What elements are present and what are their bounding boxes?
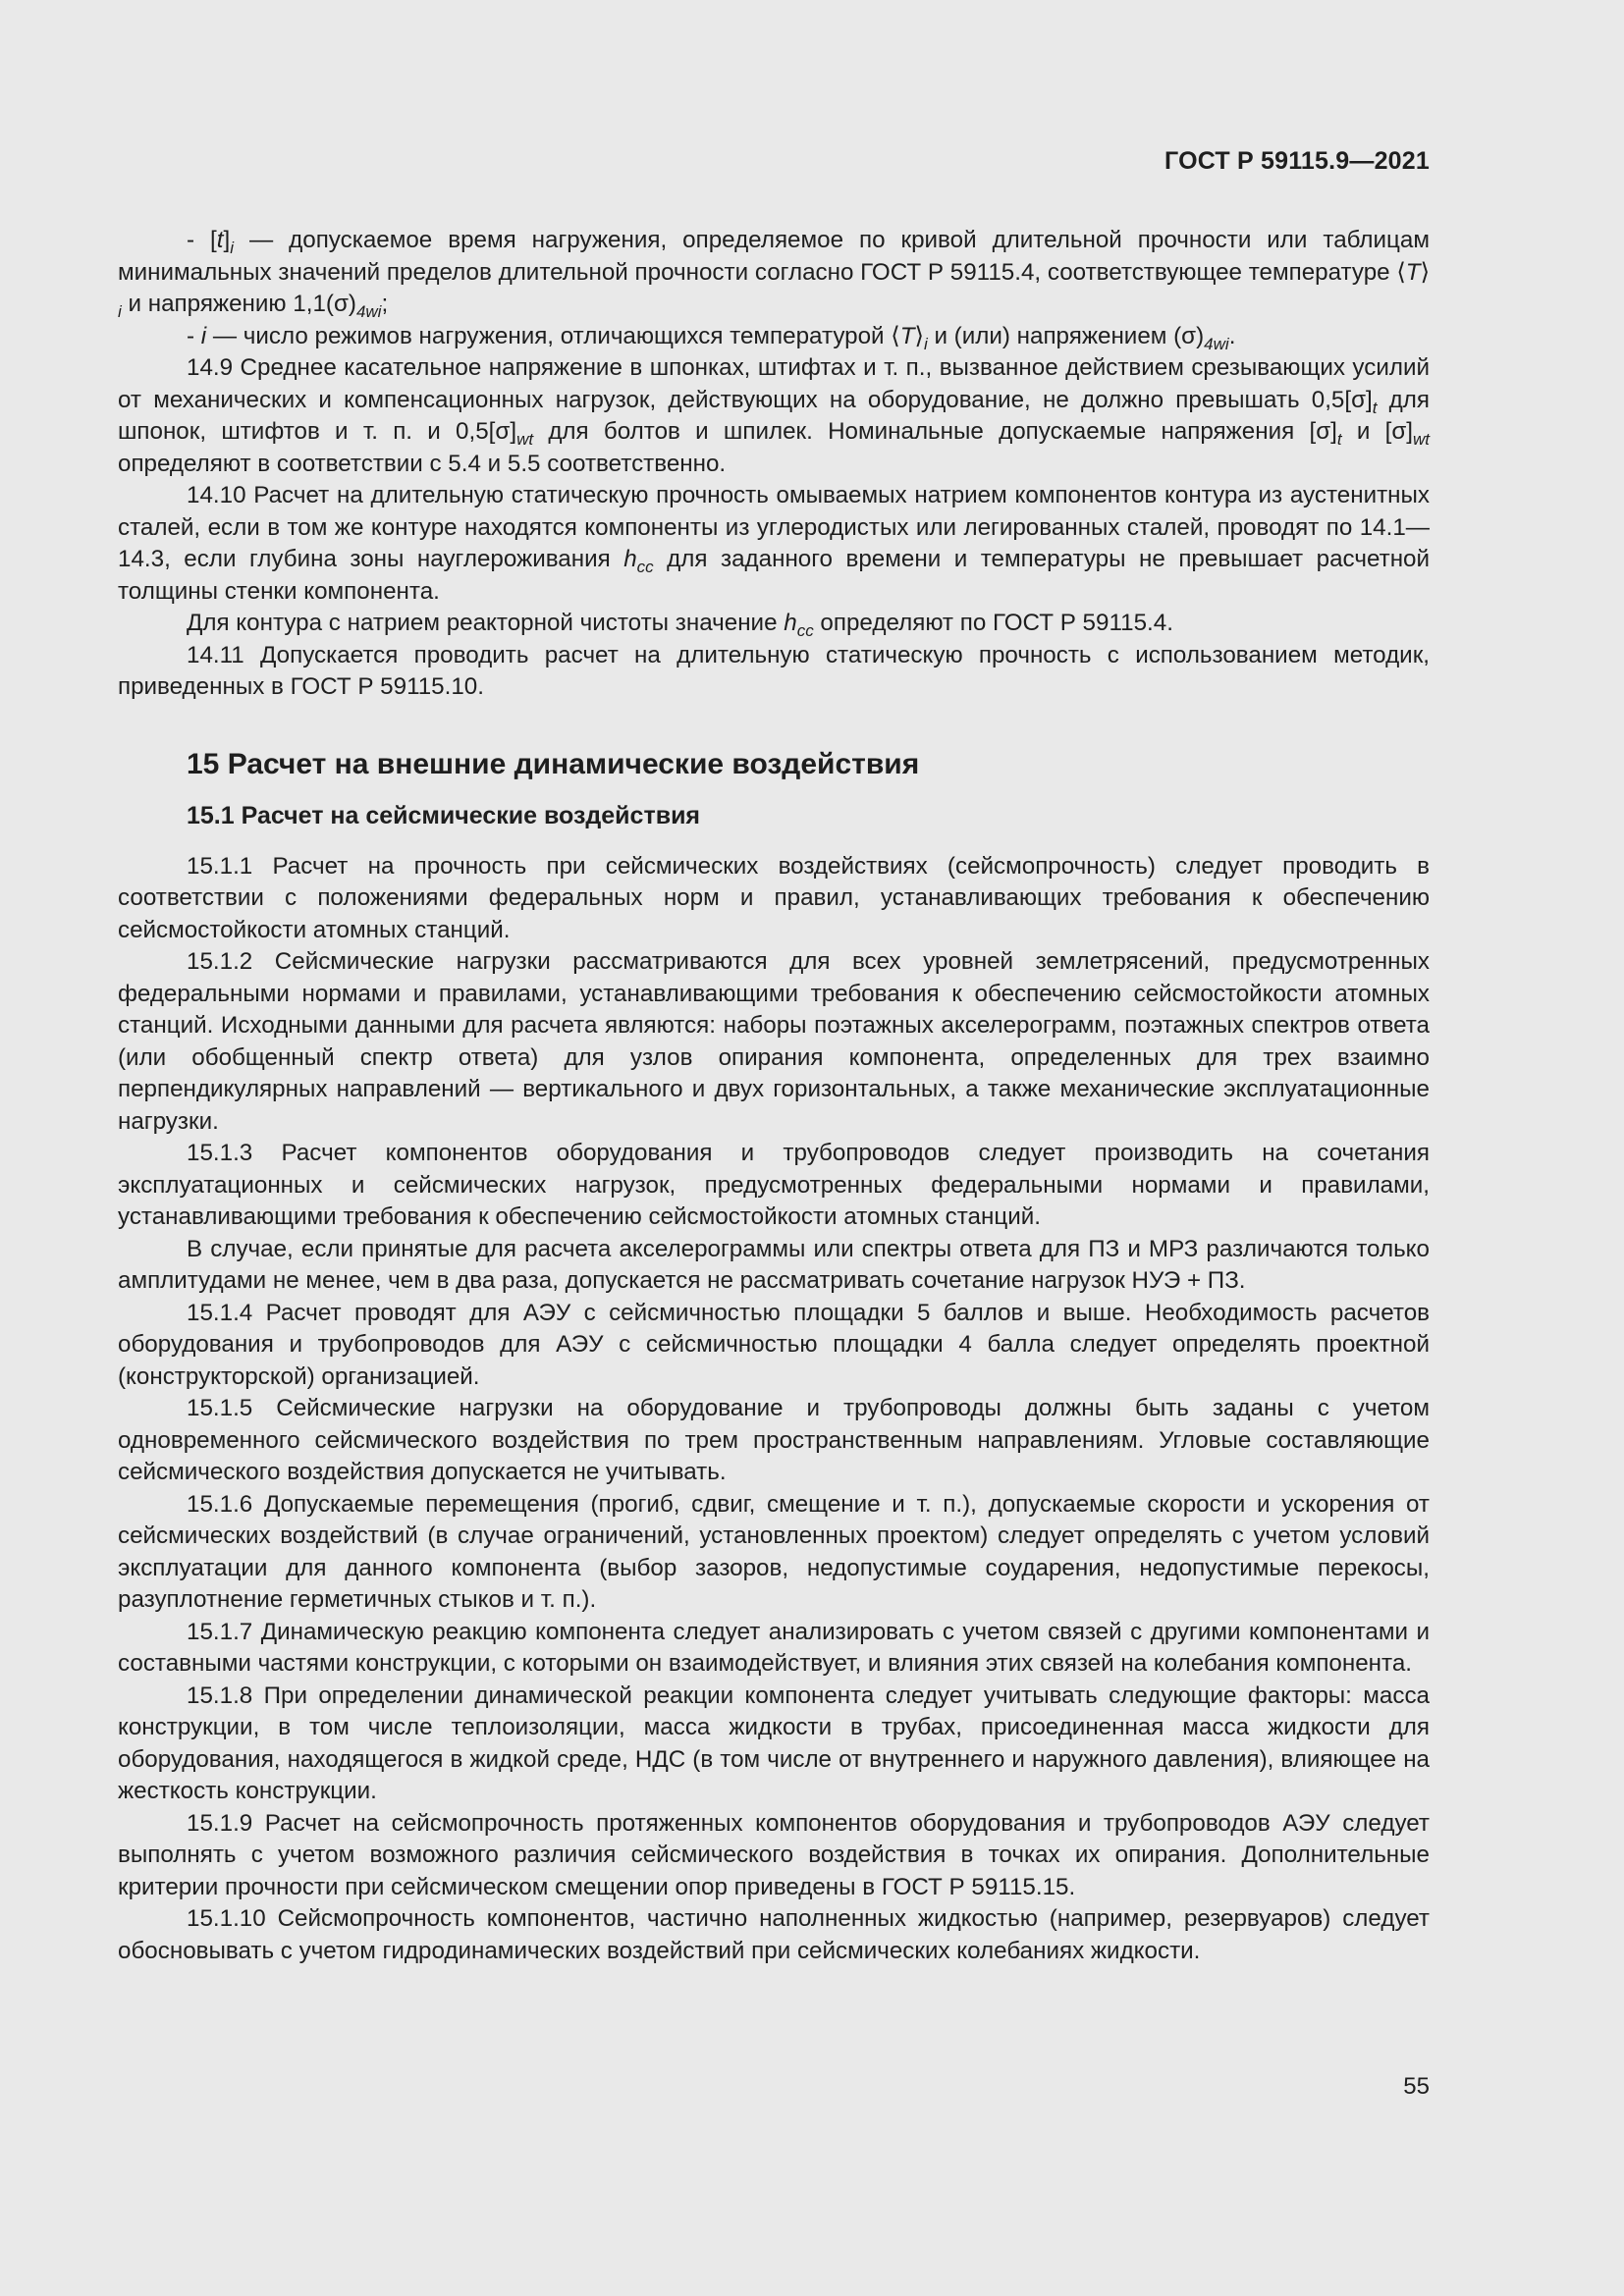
page-number: 55 [1403,2073,1430,2100]
paragraph-15-1-3-note: В случае, если принятые для расчета акселерограммы или спектры ответа для ПЗ и МРЗ различаются только амплитудами не менее, чем в два раза, допускается не рассматривать сочетание нагрузок НУЭ + ПЗ. [118,1235,1430,1294]
paragraph-15-1-2: 15.1.2 Сейсмические нагрузки рассматриваются для всех уровней землетрясений, предусмотренных федеральными нормами и правилами, устанавливающими требования к обеспечению сейсмостойкости атомных станций. Исходными данными для расчета являются: наборы поэтажных акселерограмм, поэтажных спектров ответа (или обобщенный спектр ответа) для узлов опирания компонента, определенных для трех взаимно перпендикулярных направлений — вертикального и двух горизонтальных, а также механические эксплуатационные нагрузки. [118,948,1430,1135]
definition-t-i: - $[t]_i$ — допускаемое время нагружения, определяемое по кривой длительной прочности или таблицам минимальных значений пределов длительной прочности согласно ГОСТ Р 59115.4, соответствующее температуре $⟨T⟩_i$ и напряжению $1,1(\sigma)_{4wi}$; [118,227,1430,321]
paragraph-15-1-9: 15.1.9 Расчет на сейсмопрочность протяженных компонентов оборудования и трубопроводов АЭУ следует выполнять с учетом возможного различия сейсмического воздействия в точках их опирания. Дополнительные критерии прочности при сейсмическом смещении опор приведены в ГОСТ Р 59115.15. [118,1809,1430,1900]
paragraph-14-10-note: Для контура с натрием реакторной чистоты значение $h_{cc}$ определяют по ГОСТ Р 59115.4. [187,610,1173,640]
paragraph-15-1-8: 15.1.8 При определении динамической реакции компонента следует учитывать следующие факторы: масса конструкции, в том числе теплоизоляции, масса жидкости в трубах, присоединенная масса жидкости для оборудования, находящегося в жидкой среде, НДС (в том числе от внутреннего и наружного давления), влияющее на жесткость конструкции. [118,1682,1430,1804]
document-body [118,225,1430,1967]
section-heading: 15 Расчет на внешние динамические воздействия [187,747,920,780]
paragraph-15-1-7: 15.1.7 Динамическую реакцию компонента следует анализировать с учетом связей с другими компонентами и составными частями конструкции, с которыми он взаимодействует, и влияния этих связей на колебания компонента. [118,1618,1430,1677]
paragraph-15-1-4: 15.1.4 Расчет проводят для АЭУ с сейсмичностью площадки 5 баллов и выше. Необходимость расчетов оборудования и трубопроводов для АЭУ с сейсмичностью площадки 4 балла следует определять проектной (конструкторской) организацией. [118,1299,1430,1390]
paragraph-15-1-1: 15.1.1 Расчет на прочность при сейсмических воздействиях (сейсмопрочность) следует проводить в соответствии с положениями федеральных норм и правил, устанавливающих требования к обеспечению сейсмостойкости атомных станций. [118,852,1430,943]
document-id-header: ГОСТ Р 59115.9—2021 [1164,147,1430,175]
paragraph-15-1-3: 15.1.3 Расчет компонентов оборудования и трубопроводов следует производить на сочетания эксплуатационных и сейсмических нагрузок, предусмотренных федеральными нормами и правилами, устанавливающими требования к обеспечению сейсмостойкости атомных станций. [118,1140,1430,1230]
definition-i: - i — число режимов нагружения, отличающихся температурой $⟨T⟩_i$ и (или) напряжением $(\sigma)_{4wi}$. [187,322,1236,353]
paragraph-15-1-5: 15.1.5 Сейсмические нагрузки на оборудование и трубопроводы должны быть заданы с учетом одновременного сейсмического воздействия по трем пространственным направлениям. Угловые составляющие сейсмического воздействия допускается не учитывать. [118,1395,1430,1485]
paragraph-15-1-10: 15.1.10 Сейсмопрочность компонентов, частично наполненных жидкостью (например, резервуаров) следует обосновывать с учетом гидродинамических воздействий при сейсмических колебаниях жидкости. [118,1905,1430,1964]
paragraph-14-10: 14.10 Расчет на длительную статическую прочность омываемых натрием компонентов контура из аустенитных сталей, если в том же контуре находятся компоненты из углеродистых или легированных сталей, проводят по 14.1—14.3, если глубина зоны науглероживания $h_{cc}$ для заданного времени и температуры не превышает расчетной толщины стенки компонента. [118,482,1431,605]
paragraph-14-9: 14.9 Среднее касательное напряжение в шпонках, штифтах и т. п., вызванное действием срезывающих усилий от механических и компенсационных нагрузок, действующих на оборудование, не должно превышать $0,5[\sigma]_t$ для шпонок, штифтов и т. п. и $0,5[\sigma]_{wt}$ для болтов и шпилек. Номинальные допускаемые напряжения $[\sigma]_t$ и $[\sigma]_{wt}$ определяют в соответствии с 5.4 и 5.5 соответственно. [118,354,1430,477]
paragraph-14-11: 14.11 Допускается проводить расчет на длительную статическую прочность с использованием методик, приведенных в ГОСТ Р 59115.10. [118,641,1430,700]
paragraph-15-1-6: 15.1.6 Допускаемые перемещения (прогиб, сдвиг, смещение и т. п.), допускаемые скорости и ускорения от сейсмических воздействий (в случае ограничений, установленных проектом) следует определять с учетом условий эксплуатации для данного компонента (выбор зазоров, недопустимые соударения, недопустимые перекосы, разуплотнение герметичных стыков и т. п.). [118,1490,1430,1613]
subsection-heading: 15.1 Расчет на сейсмические воздействия [187,801,701,829]
